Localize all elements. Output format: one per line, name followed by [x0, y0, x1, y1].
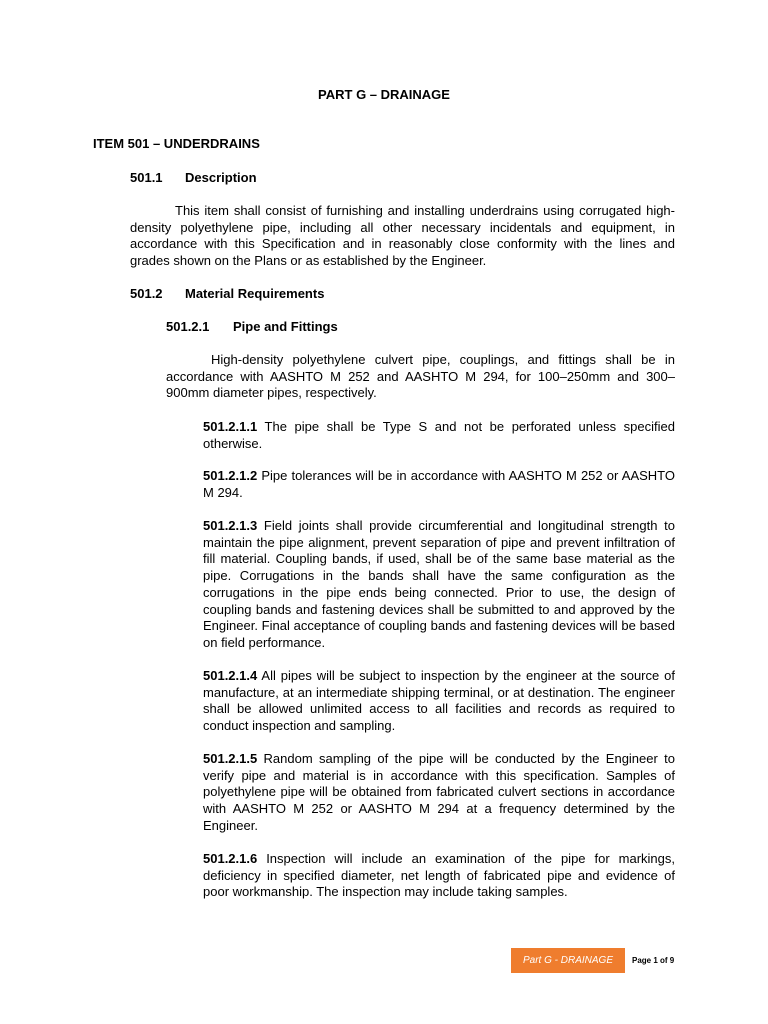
footer-section-badge: Part G - DRAINAGE — [511, 948, 625, 973]
clause-text: All pipes will be subject to inspection by the engineer at the source of manufacture, at an intermediate shipping terminal, or at destination. The engineer shall be allowed unlimited access to all facilities and records as required to conduct inspection and sampling. — [203, 668, 675, 734]
clause-number: 501.2.1.2 — [203, 468, 258, 483]
pipe-fittings-text: High-density polyethylene culvert pipe, couplings, and fittings shall be in accordance with AASHTO M 252 and AASHTO M 294, for 100–250mm and 300–900mm diameter pipes, respectively. — [166, 352, 675, 401]
section-number: 501.2 — [130, 286, 163, 301]
clause-501-2-1-2 — [203, 468, 675, 501]
clause-text: Pipe tolerances will be in accordance with AASHTO M 252 or AASHTO M 294. — [203, 468, 675, 500]
section-title: Description — [185, 170, 257, 185]
clause-501-2-1-6 — [203, 851, 675, 901]
description-paragraph — [130, 203, 675, 270]
section-heading-501-1 — [130, 170, 257, 185]
clause-text: Random sampling of the pipe will be conducted by the Engineer to verify pipe and material is in accordance with this specification. Samples of polyethylene pipe will be obtained from fabricated culvert sections in accordance with AASHTO M 252 or AASHTO M 294 at a frequency determined by the Engineer. — [203, 751, 675, 833]
clause-501-2-1-1 — [203, 419, 675, 452]
clause-501-2-1-4 — [203, 668, 675, 735]
page-title: PART G – DRAINAGE — [318, 87, 450, 102]
description-text: This item shall consist of furnishing and installing underdrains using corrugated high-density polyethylene pipe, including all other necessary incidentals and equipment, in accordance with this Specification and in reasonably close conformity with the lines and grades shown on the Plans or as established by the Engineer. — [130, 203, 675, 269]
section-heading-501-2-1 — [166, 319, 338, 334]
clause-number: 501.2.1.1 — [203, 419, 258, 434]
clause-text: The pipe shall be Type S and not be perforated unless specified otherwise. — [203, 419, 675, 451]
item-title: ITEM 501 – UNDERDRAINS — [93, 136, 260, 151]
clause-number: 501.2.1.3 — [203, 518, 258, 533]
section-number: 501.1 — [130, 170, 163, 185]
pipe-fittings-paragraph — [166, 352, 675, 402]
clause-number: 501.2.1.5 — [203, 751, 258, 766]
section-title: Pipe and Fittings — [233, 319, 338, 334]
section-title: Material Requirements — [185, 286, 325, 301]
section-number: 501.2.1 — [166, 319, 210, 334]
clause-501-2-1-3 — [203, 518, 675, 652]
clause-text: Field joints shall provide circumferential and longitudinal strength to maintain the pipe alignment, prevent separation of pipe and prevent infiltration of fill material. Coupling bands, if used, shall be of the same base material as the pipe. Corrugations in the bands shall have the same configuration as the corrugations in the pipe ends being connected. Prior to use, the design of coupling bands and fastening devices shall be submitted to and approved by the Engineer. Final acceptance of coupling bands and fastening devices will be based on field performance. — [203, 518, 675, 650]
clause-501-2-1-5 — [203, 751, 675, 835]
footer-page-number: Page 1 of 9 — [632, 956, 675, 965]
clause-number: 501.2.1.4 — [203, 668, 258, 683]
section-heading-501-2 — [130, 286, 324, 301]
clause-text: Inspection will include an examination of the pipe for markings, deficiency in specified diameter, net length of fabricated pipe and evidence of poor workmanship. The inspection may include taking samples. — [203, 851, 675, 900]
clause-number: 501.2.1.6 — [203, 851, 258, 866]
